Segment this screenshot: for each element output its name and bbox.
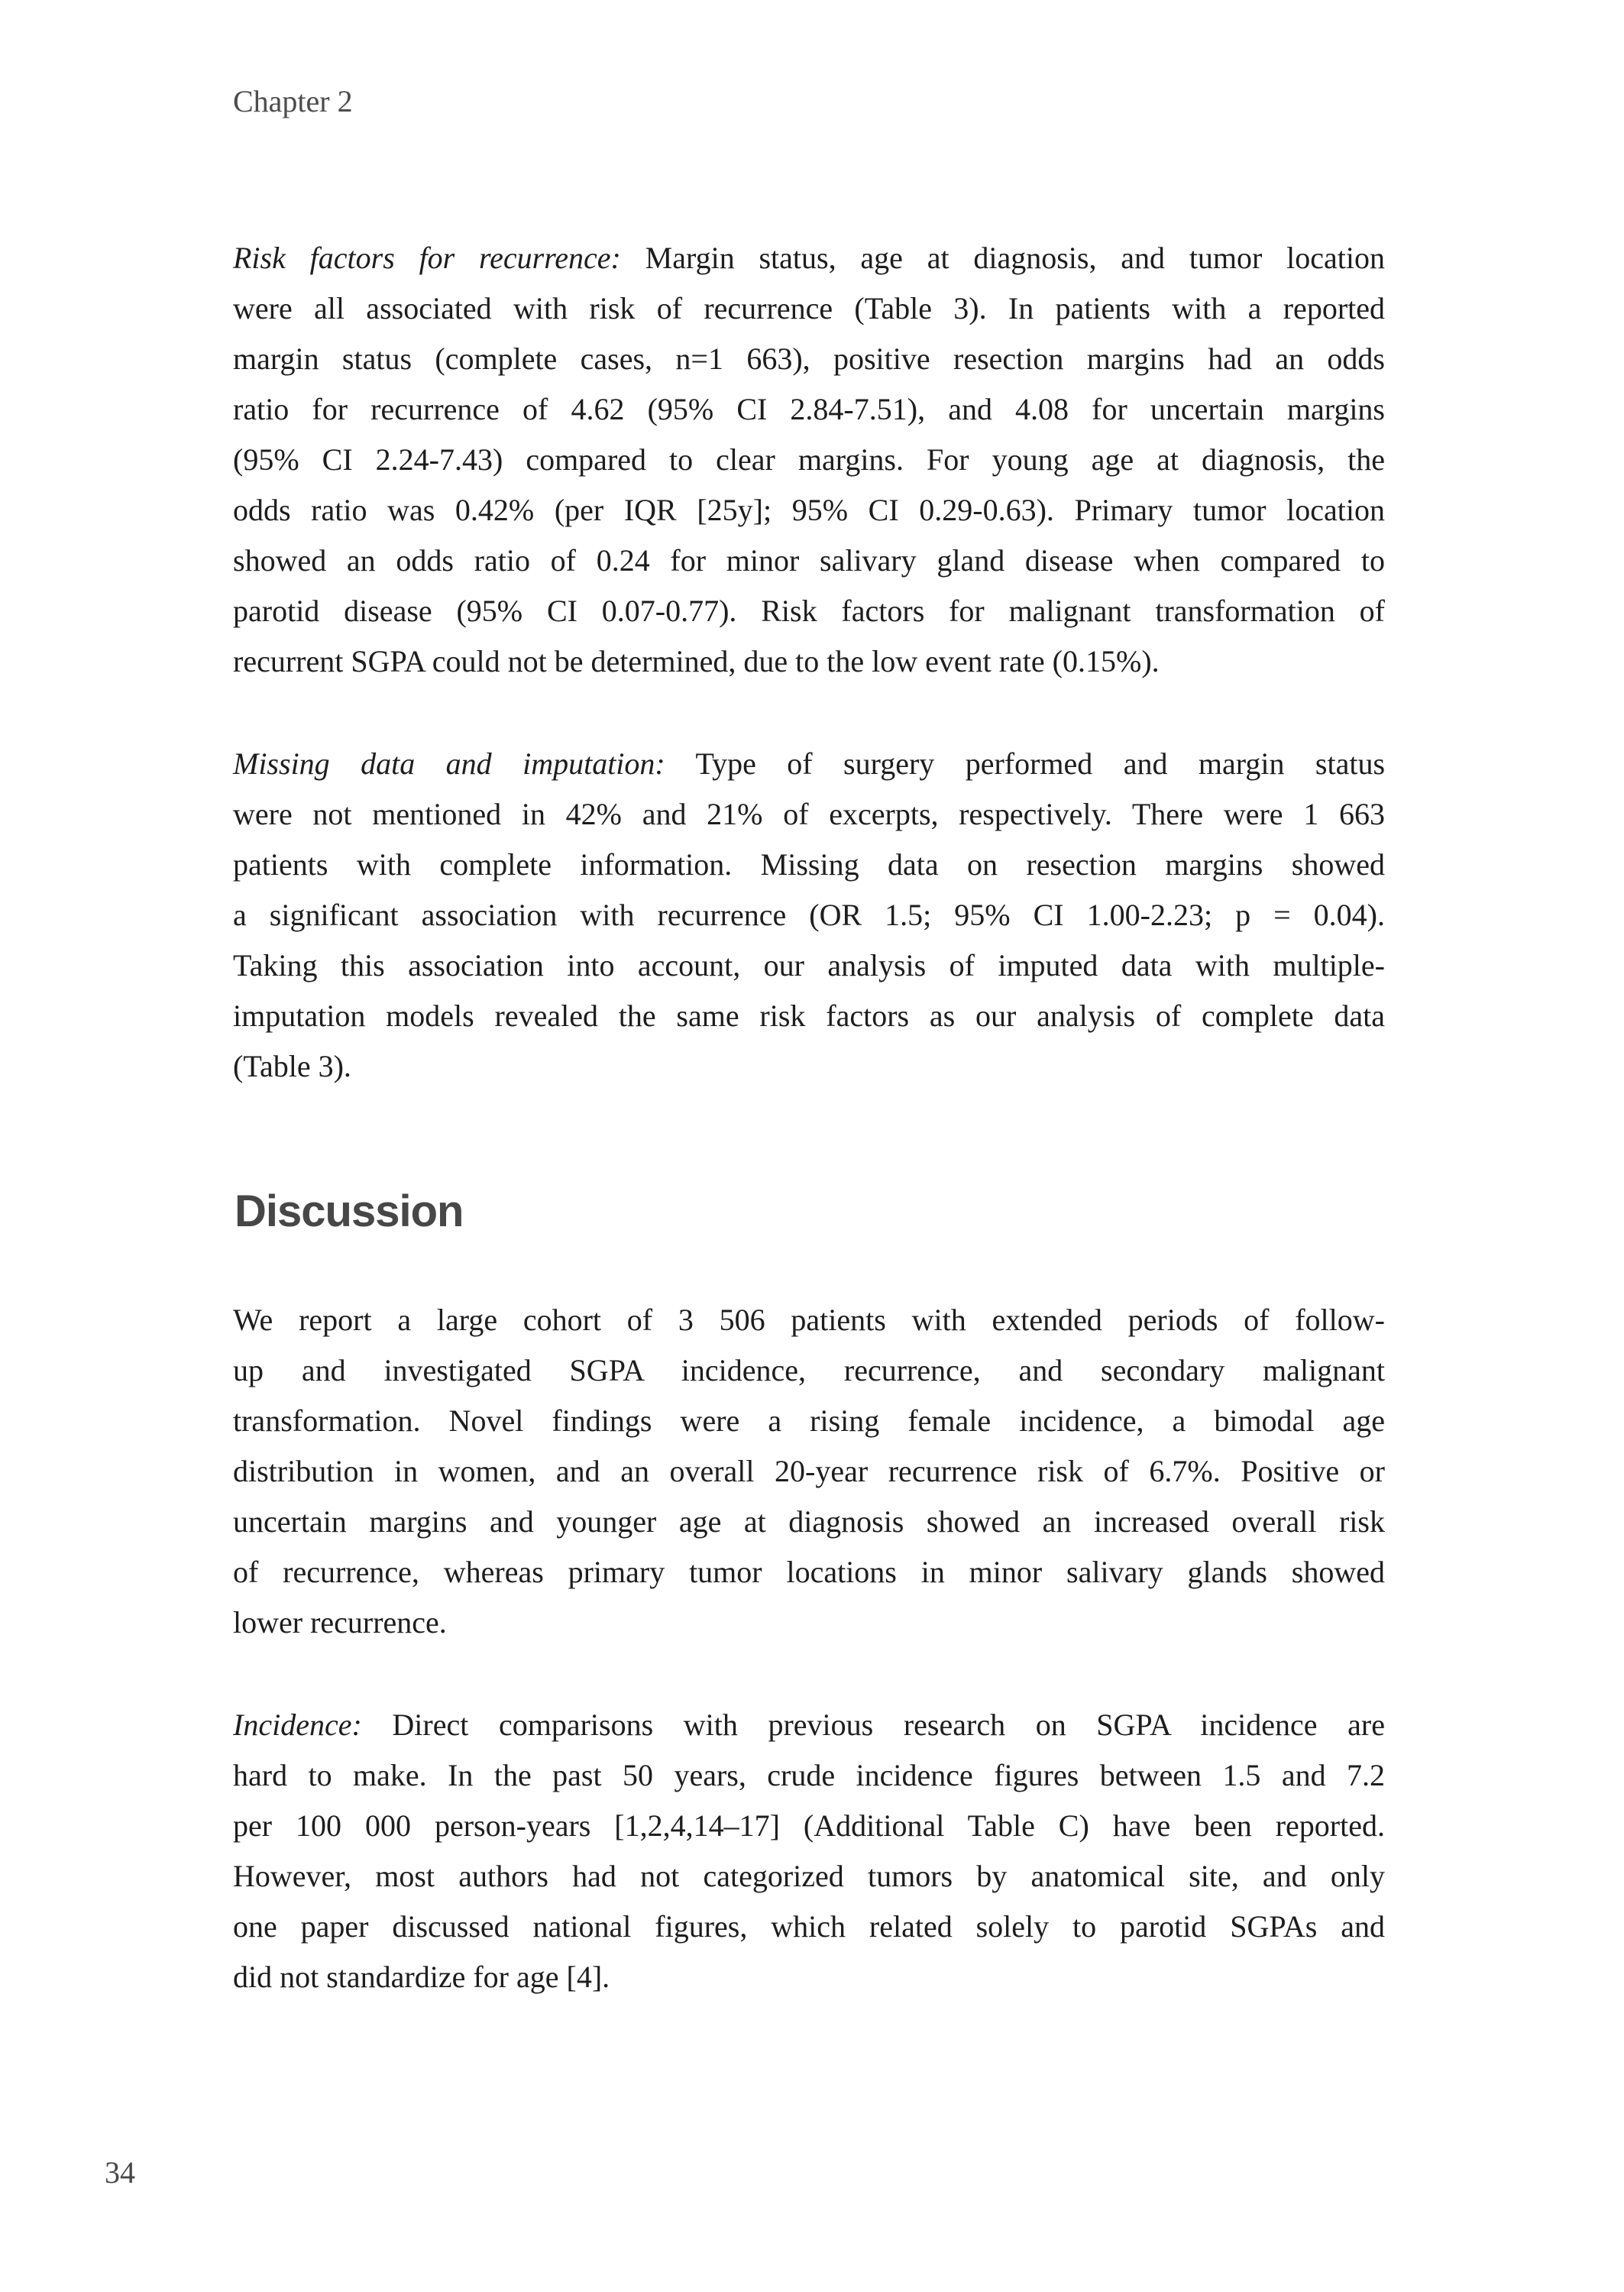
text-line: ratio for recurrence of 4.62 (95% CI 2.84-7.51), and 4.08 for uncertain margins: [233, 392, 1385, 426]
italic-lead-in: Incidence:: [233, 1708, 362, 1742]
text-line: transformation. Novel findings were a rising female incidence, a bimodal age: [233, 1403, 1385, 1438]
text-line: were all associated with risk of recurrence (Table 3). In patients with a reported: [233, 291, 1385, 325]
text-line: recurrent SGPA could not be determined, due to the low event rate (0.15%).: [233, 644, 1160, 678]
text-line: lower recurrence.: [233, 1605, 447, 1640]
italic-lead-in: Missing data and imputation:: [233, 746, 665, 781]
text-line: odds ratio was 0.42% (per IQR [25y]; 95% CI 0.29-0.63). Primary tumor location: [233, 493, 1385, 527]
text-line: Missing data and imputation: Type of surgery performed and margin status: [233, 746, 1386, 781]
section-heading-discussion: Discussion: [235, 1186, 464, 1236]
text-line: patients with complete information. Missing data on resection margins showed: [233, 847, 1385, 882]
page-number: 34: [105, 2155, 135, 2190]
text-line: uncertain margins and younger age at diagnosis showed an increased overall risk: [233, 1504, 1385, 1539]
text-line: showed an odds ratio of 0.24 for minor salivary gland disease when compared to: [233, 543, 1385, 578]
text-line: However, most authors had not categorized tumors by anatomical site, and only: [233, 1859, 1385, 1893]
text-line: per 100 000 person-years [1,2,4,14–17] (Additional Table C) have been reported.: [233, 1808, 1385, 1843]
running-header-chapter-label: Chapter 2: [233, 84, 353, 118]
text-line: Risk factors for recurrence: Margin status, age at diagnosis, and tumor location: [233, 241, 1386, 275]
text-line: (95% CI 2.24-7.43) compared to clear margins. For young age at diagnosis, the: [233, 442, 1385, 477]
text-line: did not standardize for age [4].: [233, 1960, 610, 1994]
paragraph-discussion-intro: [233, 1295, 1385, 1648]
text-line: of recurrence, whereas primary tumor locations in minor salivary glands showed: [233, 1555, 1385, 1589]
text-line: were not mentioned in 42% and 21% of excerpts, respectively. There were 1 663: [233, 797, 1385, 831]
text-line: Incidence: Direct comparisons with previous research on SGPA incidence are: [233, 1708, 1385, 1742]
italic-lead-in: Risk factors for recurrence:: [233, 241, 621, 275]
text-line: distribution in women, and an overall 20-year recurrence risk of 6.7%. Positive or: [233, 1454, 1385, 1488]
text-line: Taking this association into account, our analysis of imputed data with multiple-: [233, 948, 1385, 983]
text-line: a significant association with recurrence (OR 1.5; 95% CI 1.00-2.23; p = 0.04).: [233, 898, 1385, 932]
text-line: one paper discussed national figures, which related solely to parotid SGPAs and: [233, 1909, 1385, 1944]
text-line: parotid disease (95% CI 0.07-0.77). Risk factors for malignant transformation of: [233, 594, 1385, 628]
text-line: hard to make. In the past 50 years, crude incidence figures between 1.5 and 7.2: [233, 1758, 1385, 1792]
text-line: up and investigated SGPA incidence, recurrence, and secondary malignant: [233, 1353, 1385, 1387]
text-line: imputation models revealed the same risk factors as our analysis of complete data: [233, 999, 1385, 1033]
text-line: margin status (complete cases, n=1 663), positive resection margins had an odds: [233, 342, 1385, 376]
paragraph-missing-data-imputation: [233, 739, 1385, 1092]
paragraph-incidence: [233, 1700, 1385, 2002]
paragraph-risk-factors: [233, 233, 1385, 687]
text-line: We report a large cohort of 3 506 patients with extended periods of follow-: [233, 1303, 1385, 1337]
text-line: (Table 3).: [233, 1049, 351, 1083]
